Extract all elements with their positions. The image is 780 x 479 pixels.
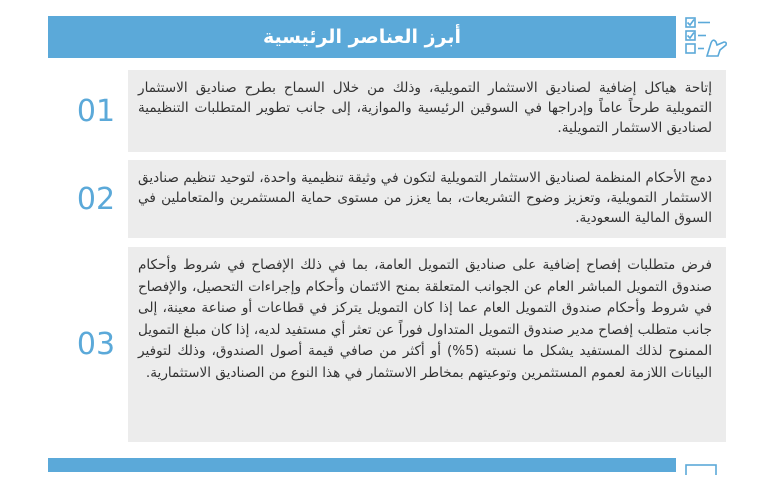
- item-number: 02: [76, 181, 116, 217]
- item-number: 03: [76, 327, 116, 362]
- item-text: فرض متطلبات إفصاح إضافية على صناديق التمويل العامة، بما في ذلك الإفصاح في شروط وأحكام صندوق التمويل المباشر العام عن الجوانب المتعلقة بمنح الائتمان وأحكام وإجراءات التحصيل، والإفصاح في شروط وأحكام صندوق التمويل العام عما إذا كان التمويل يتركز في قطاعات أو صناعة معينة، إلى جانب متطلب إفصاح مدير صندوق التمويل المتداول فوراً عن تعثر أي مستفيد لديه، إذا كان مبلغ التمويل الممنوح لذلك المستفيد يشكل ما نسبته (5%) أو أكثر من صافي قيمة أصول الصندوق، وذلك لتوفير البيانات اللازمة لعموم المستثمرين وتوعيتهم بمخاطر الاستثمار في هذا النوع من الصناديق الاستثمارية.: [128, 247, 726, 442]
- item-text: إتاحة هياكل إضافية لصناديق الاستثمار التمويلية، وذلك من خلال السماح بطرح صناديق الاستثمار التمويلية طرحاً عاماً وإدراجها في السوقين الرئيسية والموازية، إلى جانب تطوير المتطلبات التنظيمية لصناديق الاستثمار التمويلية.: [128, 70, 726, 152]
- item-number: 01: [76, 93, 116, 129]
- list-item: [64, 70, 726, 152]
- list-item: [64, 247, 726, 442]
- checklist-hand-icon: [680, 12, 730, 62]
- item-text: دمج الأحكام المنظمة لصناديق الاستثمار التمويلية لتكون في وثيقة تنظيمية واحدة، لتوحيد تنظيم صناديق الاستثمار التمويلية، وتعزيز وضوح التشريعات، بما يعزز من مستوى حماية المستثمرين والمتعاملين في السوق المالية السعودية.: [128, 160, 726, 238]
- section-header: [48, 16, 676, 58]
- monitor-icon: [678, 460, 728, 472]
- section-title: أبرز العناصر الرئيسية: [262, 26, 462, 48]
- list-item: [64, 160, 726, 238]
